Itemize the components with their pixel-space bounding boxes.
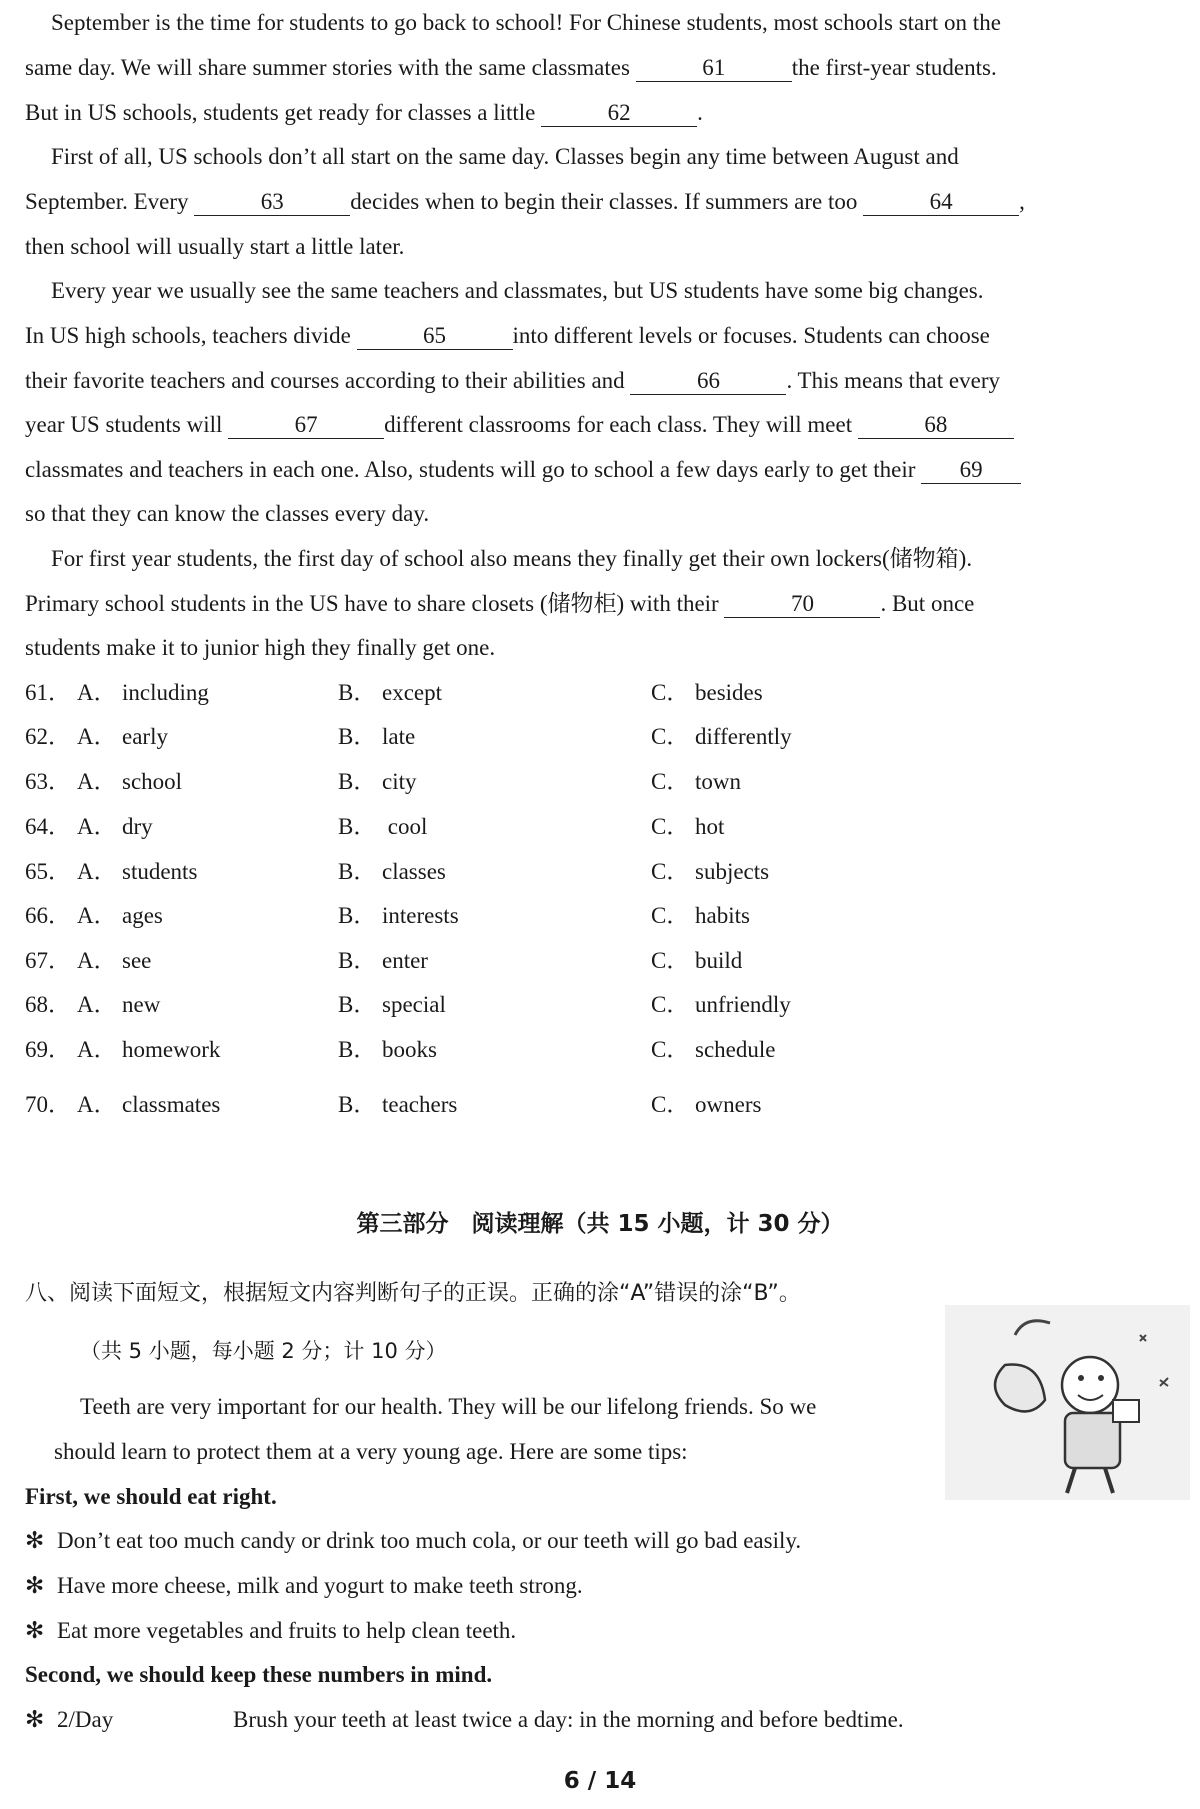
option-b[interactable]: cool (382, 814, 428, 839)
tip-item: ✻ Don’t eat too much candy or drink too much cola, or our teeth will go bad easily. (25, 1528, 802, 1554)
tip-item: ✻ Have more cheese, milk and yogurt to make teeth strong. (25, 1573, 583, 1599)
option-a[interactable]: see (122, 948, 152, 973)
option-b[interactable]: city (382, 769, 417, 794)
option-letter-b: B． (338, 1092, 377, 1117)
blank-68[interactable]: 68 (858, 412, 1014, 439)
tip-item: ✻ Eat more vegetables and fruits to help clean teeth. (25, 1618, 517, 1644)
option-letter-a: A． (77, 948, 117, 973)
option-c[interactable]: build (695, 948, 743, 973)
option-letter-a: A． (77, 724, 117, 749)
option-letter-a: A． (77, 1092, 117, 1117)
option-c[interactable]: habits (695, 903, 750, 928)
option-letter-a: A． (77, 903, 117, 928)
option-letter-b: B． (338, 680, 377, 705)
option-a[interactable]: new (122, 992, 161, 1017)
option-letter-c: C． (651, 992, 690, 1017)
option-letter-c: C． (651, 769, 690, 794)
option-letter-b: B． (338, 769, 377, 794)
question-number: 63． (25, 769, 71, 794)
passage-line: September is the time for students to go back to school! For Chinese students, most schools start on the (51, 10, 1001, 35)
asterisk-bullet-icon: ✻ (25, 1618, 45, 1644)
tips-heading: First, we should eat right. (25, 1484, 277, 1509)
passage-line: classmates and teachers in each one. Also, students will go to school a few days early to get their 69 (25, 455, 1021, 485)
option-c[interactable]: schedule (695, 1037, 776, 1062)
blank-69[interactable]: 69 (921, 457, 1021, 484)
tips-heading: Second, we should keep these numbers in mind. (25, 1662, 493, 1687)
blank-70[interactable]: 70 (724, 591, 880, 618)
question-number: 68． (25, 992, 71, 1017)
option-a[interactable]: school (122, 769, 183, 794)
option-c[interactable]: unfriendly (695, 992, 791, 1017)
passage-line: same day. We will share summer stories with the same classmates 61 the first-year students. (25, 55, 997, 80)
option-letter-a: A． (77, 680, 117, 705)
option-c[interactable]: owners (695, 1092, 762, 1117)
option-letter-b: B． (338, 724, 377, 749)
option-b[interactable]: except (382, 680, 443, 705)
number-tip (25, 1705, 904, 1735)
option-c[interactable]: hot (695, 814, 725, 839)
blank-62[interactable]: 62 (541, 100, 697, 127)
brushing-teeth-illustration (945, 1305, 1190, 1500)
option-letter-b: B． (338, 859, 377, 884)
passage2-intro: Teeth are very important for our health. They will be our lifelong friends. So we (80, 1394, 817, 1419)
option-a[interactable]: early (122, 724, 168, 749)
option-c[interactable]: subjects (695, 859, 770, 884)
asterisk-bullet-icon: ✻ (25, 1528, 45, 1554)
passage-line: year US students will 67 different classrooms for each class. They will meet 68 (25, 410, 1014, 440)
passage-line: First of all, US schools don’t all start on the same day. Classes begin any time between August and (51, 144, 959, 169)
task-heading: 八、阅读下面短文，根据短文内容判断句子的正误。正确的涂“A”错误的涂“B”。 (25, 1281, 801, 1306)
option-b[interactable]: teachers (382, 1092, 458, 1117)
passage-line: their favorite teachers and courses according to their abilities and 66 . This means that every (25, 368, 1000, 393)
option-letter-c: C． (651, 814, 690, 839)
passage-line: For first year students, the first day of school also means they finally get their own lockers(储物箱). (51, 546, 973, 571)
question-number: 62． (25, 724, 71, 749)
number-tip-key: 2/Day (57, 1707, 114, 1732)
option-letter-a: A． (77, 814, 117, 839)
option-letter-a: A． (77, 859, 117, 884)
option-letter-c: C． (651, 859, 690, 884)
passage-line: so that they can know the classes every day. (25, 501, 430, 526)
option-b[interactable]: enter (382, 948, 428, 973)
blank-64[interactable]: 64 (863, 189, 1019, 216)
blank-65[interactable]: 65 (357, 323, 513, 350)
question-number: 66． (25, 903, 71, 928)
passage-line: In US high schools, teachers divide 65 into different levels or focuses. Students can choose (25, 323, 990, 348)
option-a[interactable]: dry (122, 814, 153, 839)
option-letter-b: B． (338, 1037, 377, 1062)
blank-61[interactable]: 61 (636, 55, 792, 82)
option-letter-a: A． (77, 769, 117, 794)
option-c[interactable]: besides (695, 680, 763, 705)
question-number: 70． (25, 1092, 71, 1117)
passage-line: But in US schools, students get ready for classes a little 62 . (25, 100, 703, 125)
question-number: 69． (25, 1037, 71, 1062)
passage2-intro: should learn to protect them at a very young age. Here are some tips: (54, 1439, 688, 1464)
passage-line: Every year we usually see the same teachers and classmates, but US students have some big changes. (51, 278, 984, 303)
section-title: 第三部分 阅读理解（共 15 小题，计 30 分） (356, 1211, 844, 1237)
page-number: 6 / 14 (563, 1768, 637, 1794)
option-letter-b: B． (338, 948, 377, 973)
option-c[interactable]: differently (695, 724, 792, 749)
option-letter-b: B． (338, 992, 377, 1017)
option-a[interactable]: classmates (122, 1092, 221, 1117)
asterisk-bullet-icon: ✻ (25, 1707, 45, 1733)
option-letter-c: C． (651, 724, 690, 749)
option-letter-a: A． (77, 1037, 117, 1062)
blank-63[interactable]: 63 (194, 189, 350, 216)
question-number: 61． (25, 680, 71, 705)
number-tip-text: Brush your teeth at least twice a day: in the morning and before bedtime. (233, 1707, 904, 1732)
option-a[interactable]: students (122, 859, 198, 884)
question-number: 64． (25, 814, 71, 839)
option-a[interactable]: homework (122, 1037, 221, 1062)
blank-66[interactable]: 66 (630, 368, 786, 395)
question-number: 67． (25, 948, 71, 973)
passage-line: September. Every 63 decides when to begin their classes. If summers are too 64 , (25, 189, 1025, 214)
option-a[interactable]: including (122, 680, 209, 705)
task-subheading: （共 5 小题，每小题 2 分；计 10 分） (80, 1339, 447, 1363)
option-b[interactable]: late (382, 724, 416, 749)
asterisk-bullet-icon: ✻ (25, 1573, 45, 1599)
option-letter-c: C． (651, 948, 690, 973)
passage-line: Primary school students in the US have to share closets (储物柜) with their 70 . But once (25, 591, 975, 616)
option-a[interactable]: ages (122, 903, 163, 928)
passage-line: students make it to junior high they finally get one. (25, 635, 496, 660)
option-letter-a: A． (77, 992, 117, 1017)
passage-line: then school will usually start a little later. (25, 234, 405, 259)
option-b[interactable]: interests (382, 903, 459, 928)
option-letter-c: C． (651, 680, 690, 705)
option-letter-b: B． (338, 814, 377, 839)
option-letter-b: B． (338, 903, 377, 928)
option-letter-c: C． (651, 1092, 690, 1117)
option-letter-c: C． (651, 1037, 690, 1062)
option-letter-c: C． (651, 903, 690, 928)
option-b[interactable]: classes (382, 859, 446, 884)
option-c[interactable]: town (695, 769, 741, 794)
option-b[interactable]: books (382, 1037, 437, 1062)
blank-67[interactable]: 67 (228, 412, 384, 439)
option-b[interactable]: special (382, 992, 446, 1017)
question-number: 65． (25, 859, 71, 884)
